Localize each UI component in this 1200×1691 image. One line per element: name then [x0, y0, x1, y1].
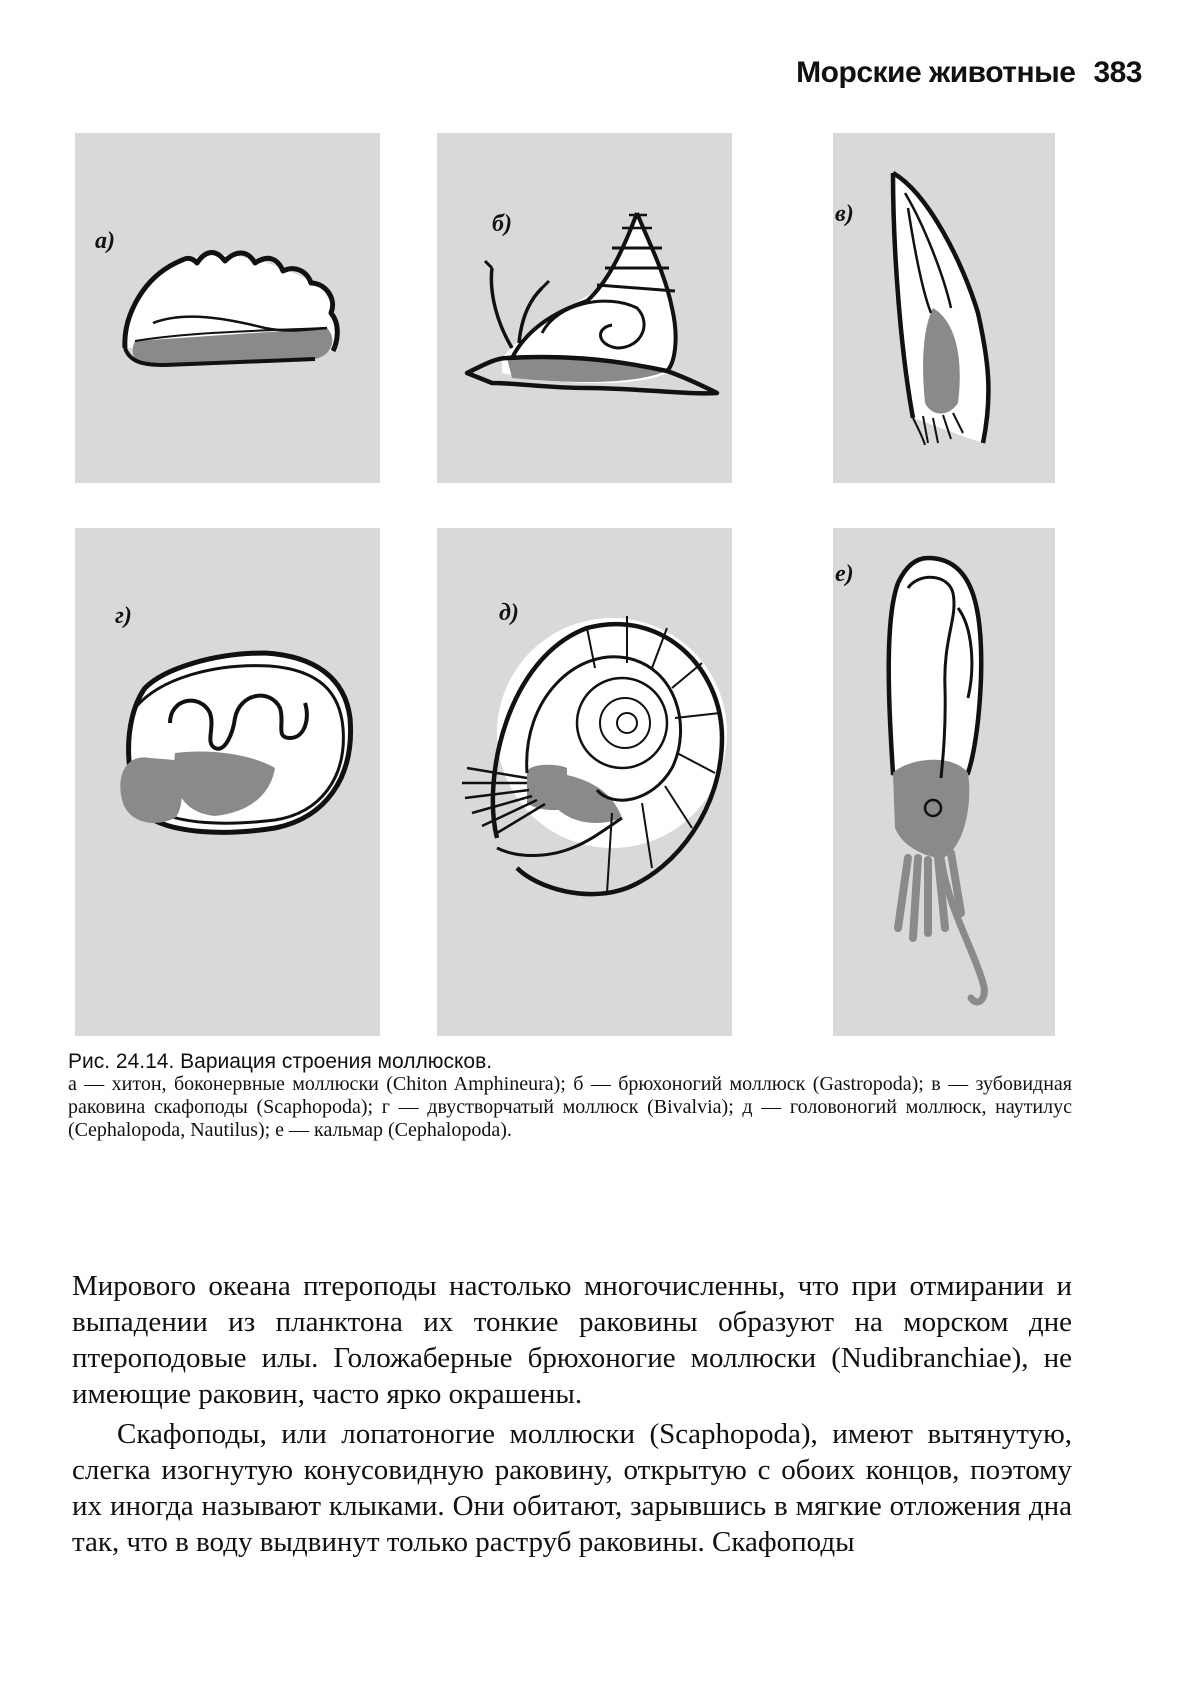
scaphopod-drawing — [833, 133, 1055, 483]
panel-label-e: е) — [835, 561, 854, 587]
figure-panel-gastropod — [437, 133, 732, 483]
panel-label-g: г) — [115, 603, 132, 629]
gastropod-drawing — [437, 133, 732, 483]
paragraph-2: Скафоподы, или лопатоногие моллюски (Scaphopoda), имеют вытянутую, слегка изогнутую конусовидную раковину, открытую с обоих концов, поэтому их иногда называют клыками. Они обитают, зарывшись в мягкие отложения дна так, что в воду выдвинут только раструб раковины. Скафоподы — [72, 1418, 1072, 1558]
figure-panel-nautilus — [437, 528, 732, 1036]
page-number: 383 — [1093, 56, 1142, 89]
running-header — [796, 56, 1142, 90]
panel-label-a: а) — [95, 228, 115, 254]
chiton-drawing — [75, 133, 380, 483]
panel-label-b: б) — [492, 211, 512, 237]
squid-drawing — [833, 528, 1055, 1036]
header-title: Морские животные — [796, 56, 1076, 89]
figure-panel-scaphopod — [833, 133, 1055, 483]
figure-caption — [68, 1050, 1072, 1142]
paragraph-1: Мирового океана птероподы настолько многочисленны, что при отмирании и выпадении из планктона их тонкие раковины образуют на морском дне птероподовые илы. Голожаберные брюхоногие моллюски (Nudibranchiae), не имеющие раковин, часто ярко окрашены. — [72, 1270, 1072, 1410]
nautilus-drawing — [437, 528, 732, 1036]
caption-title: Рис. 24.14. Вариация строения моллюсков. — [68, 1050, 493, 1073]
panel-label-d: д) — [499, 600, 519, 626]
figure-panel-chiton — [75, 133, 380, 483]
figure-panel-squid — [833, 528, 1055, 1036]
figure-panel-bivalve — [75, 528, 380, 1036]
caption-body: а — хитон, боконервные моллюски (Chiton Amphineura); б — брюхоногий моллюск (Gastropoda); в — зубовидная раковина скафоподы (Scaphopoda); г — двустворчатый моллюск (Bivalvia); д — головоногий моллюск, наутилус (Cephalopoda, Nautilus); е — кальмар (Cephalopoda). — [68, 1073, 1072, 1141]
panel-label-v: в) — [835, 201, 854, 227]
body-text — [72, 1268, 1072, 1560]
